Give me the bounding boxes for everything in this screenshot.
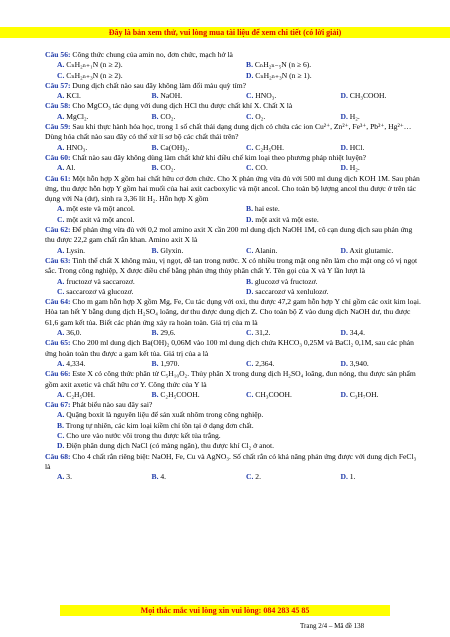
answer-option[interactable]	[234, 277, 423, 287]
answer-option[interactable]	[234, 143, 329, 153]
question-number: Câu 64:	[45, 297, 71, 307]
question-text	[45, 81, 423, 91]
answer-option[interactable]	[140, 328, 235, 338]
option-text: C₂H₅OH.	[64, 389, 95, 399]
option-letter: C.	[246, 358, 254, 368]
answer-option[interactable]	[234, 71, 423, 81]
option-letter: C.	[57, 214, 65, 224]
option-text: CₙH₂ₙ₋₅N (n ≥ 6).	[252, 60, 312, 70]
option-row	[45, 441, 423, 451]
option-text: một axit và một este.	[253, 214, 319, 224]
option-letter: A.	[57, 163, 65, 173]
option-letter: D.	[246, 70, 254, 80]
option-text: NaOH.	[158, 91, 183, 101]
answer-option[interactable]	[234, 328, 329, 338]
option-text: 3,940.	[347, 358, 369, 368]
option-letter: C.	[57, 70, 65, 80]
question-number: Câu 65:	[45, 338, 71, 348]
question-number: Câu 62:	[45, 225, 71, 235]
option-letter: A.	[57, 142, 65, 152]
answer-option[interactable]	[234, 60, 423, 70]
option-letter: B.	[151, 111, 159, 121]
answer-option[interactable]	[329, 390, 424, 400]
question-text	[45, 101, 423, 111]
option-row	[45, 204, 423, 214]
option-text: một axit và một ancol.	[64, 214, 135, 224]
question-block	[45, 452, 423, 483]
question-block	[45, 338, 423, 369]
option-text: Alanin.	[253, 245, 278, 255]
option-letter: A.	[57, 328, 65, 338]
question-number: Câu 60:	[45, 152, 71, 162]
option-text: 2.	[253, 472, 261, 482]
option-letter: B.	[246, 276, 253, 286]
question-text	[45, 122, 423, 143]
option-text: 3.	[64, 472, 72, 482]
question-text	[45, 338, 423, 359]
option-text: Al.	[64, 163, 76, 173]
answer-option[interactable]	[45, 246, 140, 256]
option-text: saccarozơ và glucozơ.	[64, 286, 134, 296]
option-text: Ca(OH)₂.	[158, 142, 190, 152]
option-text: HNO₃.	[253, 91, 277, 101]
contact-banner[interactable]: Mọi thắc mắc vui lòng xin vui lòng: 084 283 45 85	[60, 605, 390, 616]
option-text: CₙH₂ₙ₊₃N (n ≥ 2).	[64, 70, 123, 80]
option-text: HCl.	[347, 142, 365, 152]
question-stem: Cho MgCO₃ tác dụng với dung dịch HCl thu được chất khí X. Chất X là	[70, 101, 293, 111]
option-text: Trong tự nhiên, các kim loại kiềm chỉ tồn tại ở dạng đơn chất.	[63, 420, 254, 430]
option-text: 4,334.	[64, 358, 86, 368]
answer-option[interactable]	[45, 472, 140, 482]
answer-option[interactable]	[234, 204, 423, 214]
answer-option[interactable]	[45, 277, 234, 287]
option-row	[45, 91, 423, 101]
answer-option[interactable]	[45, 143, 140, 153]
answer-option[interactable]	[234, 112, 329, 122]
answer-option[interactable]	[45, 112, 140, 122]
answer-option[interactable]	[234, 359, 329, 369]
answer-option[interactable]	[140, 472, 235, 482]
option-text: 1,970.	[158, 358, 180, 368]
answer-option[interactable]	[234, 472, 329, 482]
option-text: KCl.	[64, 91, 81, 101]
question-text	[45, 153, 423, 163]
option-text: C₂H₅OH.	[253, 142, 284, 152]
option-text: Quặng boxit là nguyên liệu để sản xuất nhôm trong công nghiệp.	[64, 410, 264, 420]
question-block	[45, 400, 423, 451]
answer-option[interactable]	[45, 328, 140, 338]
answer-option[interactable]	[140, 359, 235, 369]
option-letter: B.	[151, 389, 159, 399]
option-letter: D.	[340, 328, 348, 338]
answer-option[interactable]	[45, 163, 140, 173]
question-stem: Để phản ứng vừa đủ với 0,2 mol amino axit X cần 200 ml dung dịch NaOH 1M, cô cạn dung dịch sau phản ứng thu được 22,2 gam chất rắn khan. Amino axit X là	[45, 225, 413, 245]
option-row	[45, 328, 423, 338]
question-number: Câu 61:	[45, 173, 71, 183]
option-row	[45, 287, 423, 297]
answer-option[interactable]	[45, 410, 263, 420]
question-block	[45, 369, 423, 400]
question-stem: Phát biểu nào sau đây sai?	[70, 400, 153, 410]
option-text: saccarozơ và xenlulozơ.	[253, 286, 329, 296]
question-block	[45, 297, 423, 338]
option-letter: C.	[246, 111, 254, 121]
option-text: glucozơ và fructozơ.	[252, 276, 318, 286]
option-text: 34,4.	[347, 328, 365, 338]
option-text: 29,6.	[158, 328, 176, 338]
option-text: một este và một ancol.	[64, 204, 135, 214]
option-letter: B.	[151, 245, 159, 255]
option-text: MgCl₂.	[64, 111, 89, 121]
option-text: 4.	[158, 472, 167, 482]
option-text: C₂H₅COOH.	[158, 389, 200, 399]
option-letter: C.	[246, 472, 254, 482]
option-text: 31,2.	[253, 328, 271, 338]
option-letter: B.	[151, 91, 159, 101]
option-letter: C.	[246, 245, 254, 255]
option-letter: D.	[340, 91, 348, 101]
answer-option[interactable]	[234, 91, 329, 101]
option-letter: C.	[246, 328, 254, 338]
option-letter: B.	[151, 472, 159, 482]
question-block	[45, 225, 423, 256]
question-stem: Tinh thể chất X không màu, vị ngọt, dễ tan trong nước. X có nhiều trong mật ong nên làm cho mật ong có vị ngọt sắc. Trong công nghiệp, X được điều chế bằng phản ứng thủy phân chất Y. Tên gọi của X và Y lần lượt là	[45, 255, 418, 276]
option-text: Điện phân dung dịch NaCl (có màng ngăn), thu được khí Cl₂ ở anot.	[64, 441, 275, 451]
question-text	[45, 400, 423, 410]
question-block	[45, 122, 423, 153]
option-letter: B.	[151, 328, 159, 338]
option-letter: D.	[340, 142, 348, 152]
question-block	[45, 174, 423, 225]
option-row	[45, 410, 423, 420]
question-stem: Một hỗn hợp X gồm hai chất hữu cơ đơn chức. Cho X phản ứng vừa đủ với 500 ml dung dịch KOH 1M. Sau phản ứng, thu được hỗn hợp Y gồm hai muối của hai axit cacboxylic và một ancol. Cho toàn bộ lượng ancol thu được ở trên tác dụng với Na (dư), sinh ra 3,36 lít H₂. Hỗn hợp X gồm	[45, 173, 420, 204]
question-block	[45, 153, 423, 174]
question-stem: Cho m gam hỗn hợp X gồm Mg, Fe, Cu tác dụng với oxi, thu được 47,2 gam hỗn hợp Y chỉ gồm các oxit kim loại. Hòa tan hết Y bằng dung dịch H₂SO₄ loãng, dư thu được dung dịch Z. Cho toàn bộ Z vào dung dịch NaOH dư, thu được 61,6 gam kết tủa. Biết các phản ứng xảy ra hoàn toàn. Giá trị của m là	[45, 297, 421, 327]
answer-option[interactable]	[45, 71, 234, 81]
option-row	[45, 71, 423, 81]
answer-option[interactable]	[45, 441, 274, 451]
question-block	[45, 50, 423, 81]
answer-option[interactable]	[234, 215, 423, 225]
option-row	[45, 431, 423, 441]
option-text: Cho ure vào nước vôi trong thu được kết tủa trắng.	[64, 430, 221, 440]
question-block	[45, 101, 423, 122]
option-letter: D.	[246, 214, 254, 224]
answer-option[interactable]	[234, 246, 329, 256]
question-number: Câu 67:	[45, 400, 71, 410]
option-row	[45, 215, 423, 225]
option-letter: C.	[57, 430, 65, 440]
option-letter: D.	[340, 472, 348, 482]
answer-option[interactable]	[234, 163, 329, 173]
question-text	[45, 50, 423, 60]
question-number: Câu 58:	[45, 101, 71, 111]
option-text: H₂.	[347, 163, 360, 173]
answer-option[interactable]	[140, 91, 235, 101]
option-row	[45, 163, 423, 173]
answer-option[interactable]	[329, 328, 424, 338]
answer-option[interactable]	[234, 287, 423, 297]
option-letter: B.	[151, 163, 159, 173]
option-letter: C.	[246, 163, 254, 173]
answer-option[interactable]	[140, 112, 235, 122]
option-letter: C.	[246, 142, 254, 152]
option-text: HNO₃.	[64, 142, 88, 152]
question-stem: Cho 200 ml dung dịch Ba(OH)₂ 0,06M vào 100 ml dung dịch chứa KHCO₃ 0,25M và BaCl₂ 0,1M, sau các phản ứng hoàn toàn thu được a gam kết tủa. Giá trị của a là	[45, 338, 414, 358]
answer-option[interactable]	[45, 204, 234, 214]
option-letter: A.	[57, 276, 65, 286]
option-letter: C.	[246, 91, 254, 101]
question-number: Câu 68:	[45, 451, 71, 461]
answer-option[interactable]	[45, 421, 254, 431]
option-row	[45, 390, 423, 400]
option-letter: D.	[57, 441, 65, 451]
answer-option[interactable]	[140, 246, 235, 256]
option-text: Lysin.	[64, 245, 86, 255]
option-letter: A.	[57, 389, 65, 399]
option-text: CₙH₂ₙ₊₃N (n ≥ 1).	[253, 70, 312, 80]
option-letter: A.	[57, 245, 65, 255]
option-text: CₙH₂ₙ₊₁N (n ≥ 2).	[64, 60, 123, 70]
option-row	[45, 143, 423, 153]
option-row	[45, 359, 423, 369]
answer-option[interactable]	[234, 390, 329, 400]
question-stem: Sau khi thực hành hóa học, trong 1 số chất thải dạng dung dịch có chứa các ion Cu²⁺, Zn²⁺, Fe³⁺, Pb²⁺, Hg²⁺… Dùng hóa chất nào sau đây có thể xử lí sơ bộ các chất thải trên?	[45, 122, 412, 142]
question-text	[45, 369, 423, 390]
answer-option[interactable]	[329, 246, 424, 256]
option-text: O₂.	[253, 111, 266, 121]
option-letter: D.	[340, 163, 348, 173]
answer-option[interactable]	[45, 359, 140, 369]
answer-option[interactable]	[329, 112, 424, 122]
page-footer: Trang 2/4 – Mã đề 138	[300, 622, 365, 630]
option-text: 2,364.	[253, 358, 275, 368]
option-letter: A.	[57, 410, 65, 420]
option-row	[45, 277, 423, 287]
option-text: Axit glutamic.	[347, 245, 394, 255]
option-text: CH₃COOH.	[347, 91, 387, 101]
question-text	[45, 225, 423, 246]
answer-option[interactable]	[329, 163, 424, 173]
answer-option[interactable]	[329, 143, 424, 153]
option-letter: B.	[151, 358, 159, 368]
option-row	[45, 246, 423, 256]
option-letter: D.	[340, 358, 348, 368]
question-text	[45, 452, 423, 473]
answer-option[interactable]	[45, 287, 234, 297]
question-text	[45, 174, 423, 205]
question-block	[45, 256, 423, 297]
option-letter: D.	[340, 389, 348, 399]
answer-option[interactable]	[140, 390, 235, 400]
question-number: Câu 57:	[45, 80, 71, 90]
answer-option[interactable]	[140, 163, 235, 173]
answer-option[interactable]	[140, 143, 235, 153]
option-text: fructozơ và saccarozơ.	[64, 276, 135, 286]
option-text: Glyxin.	[158, 245, 184, 255]
question-number: Câu 66:	[45, 369, 71, 379]
answer-option[interactable]	[329, 359, 424, 369]
option-letter: B.	[151, 142, 159, 152]
preview-banner[interactable]: Đây là bản xem thử, vui lòng mua tài liệu để xem chi tiết (có lời giải)	[0, 27, 450, 38]
option-letter: B.	[57, 420, 64, 430]
answer-option[interactable]	[45, 91, 140, 101]
answer-option[interactable]	[329, 472, 424, 482]
question-stem: Este X có công thức phân tử C₅H₁₀O₂. Thủy phân X trong dung dịch H₂SO₄ loãng, đun nóng, thu được sản phẩm gồm axit axetic và chất hữu cơ Y. Công thức của Y là	[45, 369, 416, 389]
option-text: hai este.	[252, 204, 280, 214]
option-letter: D.	[340, 111, 348, 121]
question-number: Câu 59:	[45, 122, 71, 132]
option-letter: C.	[57, 286, 65, 296]
option-letter: B.	[246, 204, 253, 214]
option-text: 36,0.	[64, 328, 82, 338]
option-text: CO₂.	[158, 163, 176, 173]
option-letter: A.	[57, 60, 65, 70]
question-text	[45, 297, 423, 328]
answer-option[interactable]	[329, 91, 424, 101]
question-stem: Dung dịch chất nào sau đây không làm đổi màu quỳ tím?	[70, 80, 246, 90]
option-text: CO.	[253, 163, 268, 173]
option-letter: A.	[57, 472, 65, 482]
option-row	[45, 472, 423, 482]
question-stem: Công thức chung của amin no, đơn chức, mạch hở là	[70, 50, 233, 59]
option-text: CH₃COOH.	[253, 389, 292, 399]
option-row	[45, 112, 423, 122]
option-text: 1.	[347, 472, 356, 482]
option-text: C₃H₇OH.	[347, 389, 379, 399]
option-row	[45, 421, 423, 431]
option-letter: C.	[246, 389, 254, 399]
question-block	[45, 81, 423, 102]
answer-option[interactable]	[45, 215, 234, 225]
option-letter: B.	[246, 60, 253, 70]
question-text	[45, 256, 423, 277]
option-row	[45, 60, 423, 70]
question-list	[45, 50, 423, 482]
answer-option[interactable]	[45, 390, 140, 400]
option-letter: A.	[57, 111, 65, 121]
question-number: Câu 56:	[45, 50, 71, 59]
option-letter: D.	[246, 286, 254, 296]
question-number: Câu 63:	[45, 255, 71, 265]
question-stem: Chất nào sau đây không dùng làm chất khử khi điều chế kim loại theo phương pháp nhiệt luyện?	[70, 152, 367, 162]
option-letter: A.	[57, 358, 65, 368]
option-letter: A.	[57, 91, 65, 101]
option-letter: D.	[340, 245, 348, 255]
answer-option[interactable]	[45, 431, 221, 441]
question-stem: Cho 4 chất rắn riêng biệt: NaOH, Fe, Cu và AgNO₃. Số chất rắn có khả năng phản ứng được với dung dịch FeCl₃ là	[45, 451, 417, 471]
answer-option[interactable]	[45, 60, 234, 70]
option-text: H₂.	[347, 111, 360, 121]
option-text: CO₂.	[158, 111, 176, 121]
option-letter: A.	[57, 204, 65, 214]
